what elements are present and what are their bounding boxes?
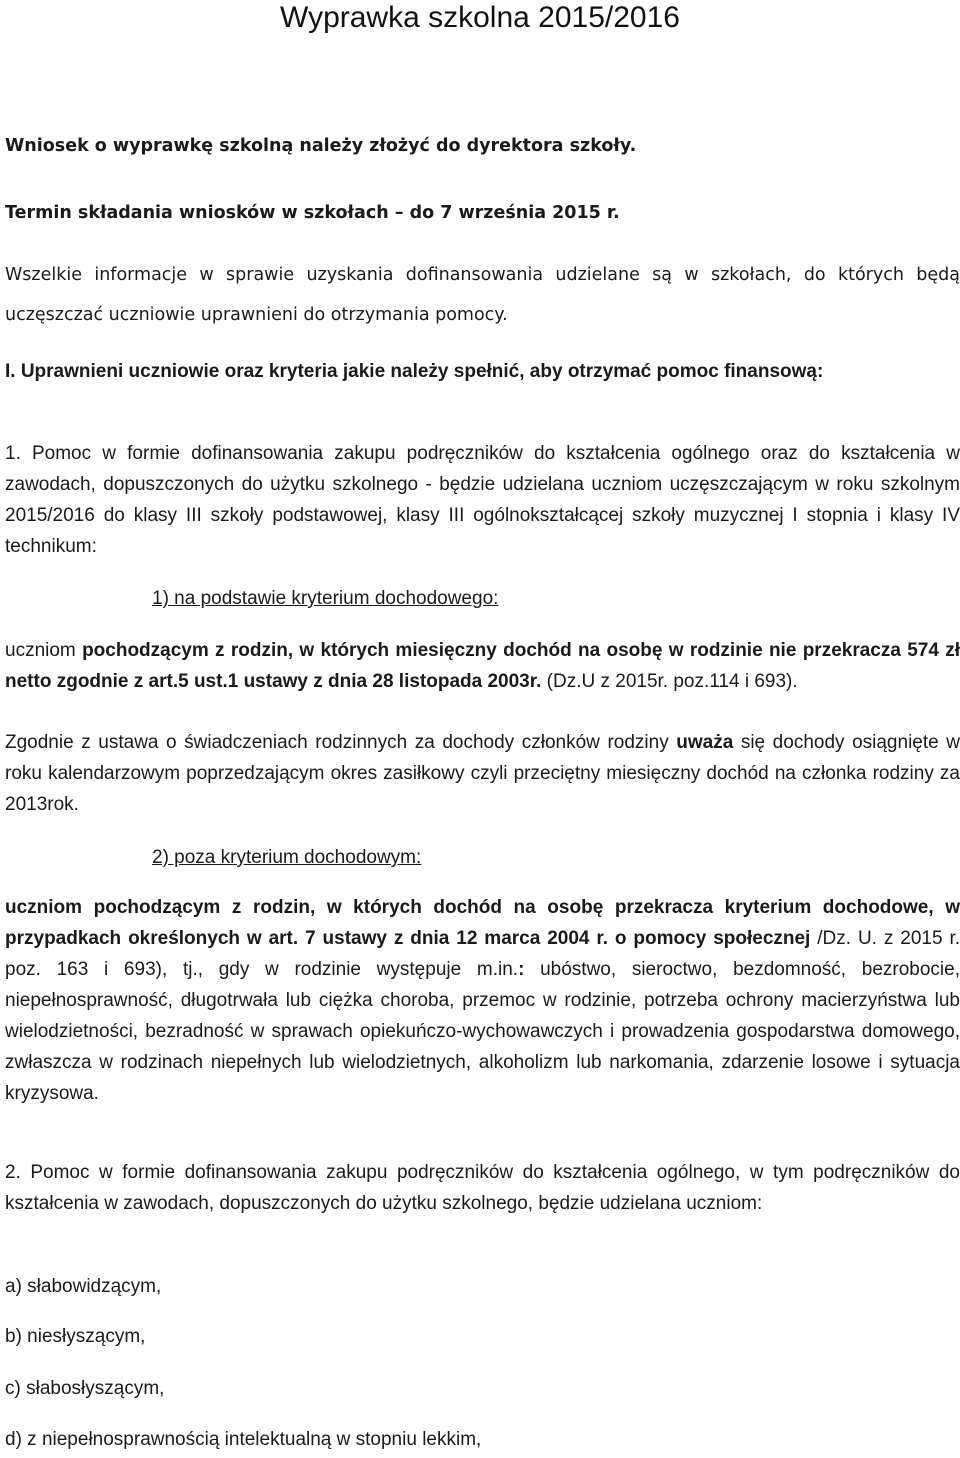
list-item: b) niesłyszącym,	[5, 1326, 146, 1347]
definition-text-c: się dochody osiągnięte w roku kalendarzowym poprzedzającym okres zasiłkowy czyli przeciętny miesięczny dochód na członka rodziny za 2013rok.	[5, 732, 960, 815]
page-title: Wyprawka szkolna 2015/2016	[280, 1, 680, 34]
list-item: c) słabosłyszącym,	[5, 1378, 165, 1399]
non-income-text-d: ubóstwo, sieroctwo, bezdomność, bezrobocie, niepełnosprawność, długotrwała lub ciężka choroba, przemoc w rodzinie, potrzeba ochrony macierzyństwa lub wielodzietności, bezradność w sprawach opiekuńczo-wychowawczych i prowadzenia gospodarstwa domowego, zwłaszcza w rodzinach niepełnych lub wielodzietnych, alkoholizm lub narkomania, zdarzenie losowe i sytuacja kryzysowa.	[5, 959, 960, 1104]
income-text-c: (Dz.U z 2015r. poz.114 i 693).	[541, 671, 798, 692]
info-paragraph: Wszelkie informacje w sprawie uzyskania dofinansowania udzielane są w szkołach, do których będą uczęszczać uczniowie uprawnieni do otrzymania pomocy.	[5, 265, 960, 325]
non-income-colon: :	[518, 959, 525, 980]
point-2-paragraph: 2. Pomoc w formie dofinansowania zakupu podręczników do kształcenia ogólnego, w tym podręczników do kształcenia w zawodach, dopuszczonych do użytku szkolnego, będzie udzielana uczniom:	[5, 1162, 960, 1214]
non-income-criterion-paragraph	[5, 892, 960, 1109]
section-heading: I. Uprawnieni uczniowie oraz kryteria jakie należy spełnić, aby otrzymać pomoc finansową:	[5, 361, 824, 382]
income-criterion-heading: 1) na podstawie kryterium dochodowego:	[152, 588, 499, 609]
income-criterion-paragraph	[5, 635, 960, 697]
definition-text-bold: uważa	[676, 732, 734, 753]
definition-text-a: Zgodnie z ustawa o świadczeniach rodzinnych za dochody członków rodziny	[5, 732, 677, 753]
deadline-line: Termin składania wniosków w szkołach – do 7 września 2015 r.	[5, 203, 620, 223]
list-item: d) z niepełnosprawnością intelektualną w stopniu lekkim,	[5, 1429, 482, 1450]
notice-line: Wniosek o wyprawkę szkolną należy złożyć do dyrektora szkoły.	[5, 136, 637, 156]
income-definition-paragraph	[5, 727, 960, 820]
point-1-paragraph: 1. Pomoc w formie dofinansowania zakupu podręczników do kształcenia ogólnego oraz do kształcenia w zawodach, dopuszczonych do użytku szkolnego - będzie udzielana uczniom uczęszczającym w roku szkolnym 2015/2016 do klasy III szkoły podstawowej, klasy III ogólnokształcącej szkoły muzycznej I stopnia i klasy IV technikum:	[5, 443, 960, 557]
non-income-criterion-heading: 2) poza kryterium dochodowym:	[152, 847, 422, 868]
non-income-text-b: /Dz. U. z 2015 r. poz. 163 i 693), tj., gdy w rodzinie występuje m.in.	[5, 928, 960, 980]
non-income-text-bold: uczniom pochodzącym z rodzin, w których dochód na osobę przekracza kryterium dochodowe, w przypadkach określonych w art. 7 ustawy z dnia 12 marca 2004 r. o pomocy społecznej	[5, 897, 960, 949]
income-text-bold: pochodzącym z rodzin, w których miesięczny dochód na osobę w rodzinie nie przekracza 574 zł netto zgodnie z art.5 ust.1 ustawy z dnia 28 listopada 2003r.	[5, 640, 960, 692]
income-text-a: uczniom	[5, 640, 83, 661]
list-item: a) słabowidzącym,	[5, 1276, 162, 1297]
